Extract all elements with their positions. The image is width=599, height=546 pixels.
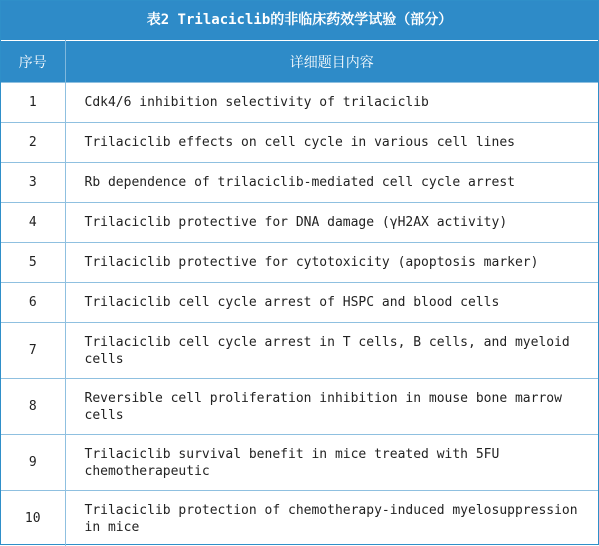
row-number: 6	[1, 283, 65, 323]
table-row	[1, 283, 598, 323]
row-number: 9	[1, 435, 65, 491]
row-number: 7	[1, 323, 65, 379]
row-text: Trilaciclib cell cycle arrest in T cells, B cells, and myeloid cells	[65, 323, 598, 379]
row-text: Reversible cell proliferation inhibition in mouse bone marrow cells	[65, 379, 598, 435]
header-num: 序号	[1, 41, 65, 83]
row-number: 10	[1, 491, 65, 546]
row-text: Rb dependence of trilaciclib-mediated cell cycle arrest	[65, 163, 598, 203]
study-table	[1, 40, 598, 546]
row-text: Trilaciclib protection of chemotherapy-induced myelosuppression in mice	[65, 491, 598, 546]
table-row	[1, 123, 598, 163]
row-number: 4	[1, 203, 65, 243]
row-text: Trilaciclib protective for DNA damage (γH2AX activity)	[65, 203, 598, 243]
table-row	[1, 379, 598, 435]
table-row	[1, 435, 598, 491]
row-text: Trilaciclib effects on cell cycle in various cell lines	[65, 123, 598, 163]
row-number: 2	[1, 123, 65, 163]
table-row	[1, 323, 598, 379]
row-number: 5	[1, 243, 65, 283]
row-number: 3	[1, 163, 65, 203]
row-number: 8	[1, 379, 65, 435]
row-text: Trilaciclib survival benefit in mice treated with 5FU chemotherapeutic	[65, 435, 598, 491]
table-row	[1, 83, 598, 123]
row-text: Trilaciclib cell cycle arrest of HSPC and blood cells	[65, 283, 598, 323]
table-row	[1, 491, 598, 546]
table-row	[1, 243, 598, 283]
header-detail: 详细题目内容	[65, 41, 598, 83]
row-text: Cdk4/6 inhibition selectivity of trilaciclib	[65, 83, 598, 123]
table-caption: 表2 Trilaciclib的非临床药效学试验（部分）	[1, 1, 598, 40]
table-row	[1, 163, 598, 203]
row-text: Trilaciclib protective for cytotoxicity (apoptosis marker)	[65, 243, 598, 283]
table-row	[1, 203, 598, 243]
row-number: 1	[1, 83, 65, 123]
header-row	[1, 41, 598, 83]
